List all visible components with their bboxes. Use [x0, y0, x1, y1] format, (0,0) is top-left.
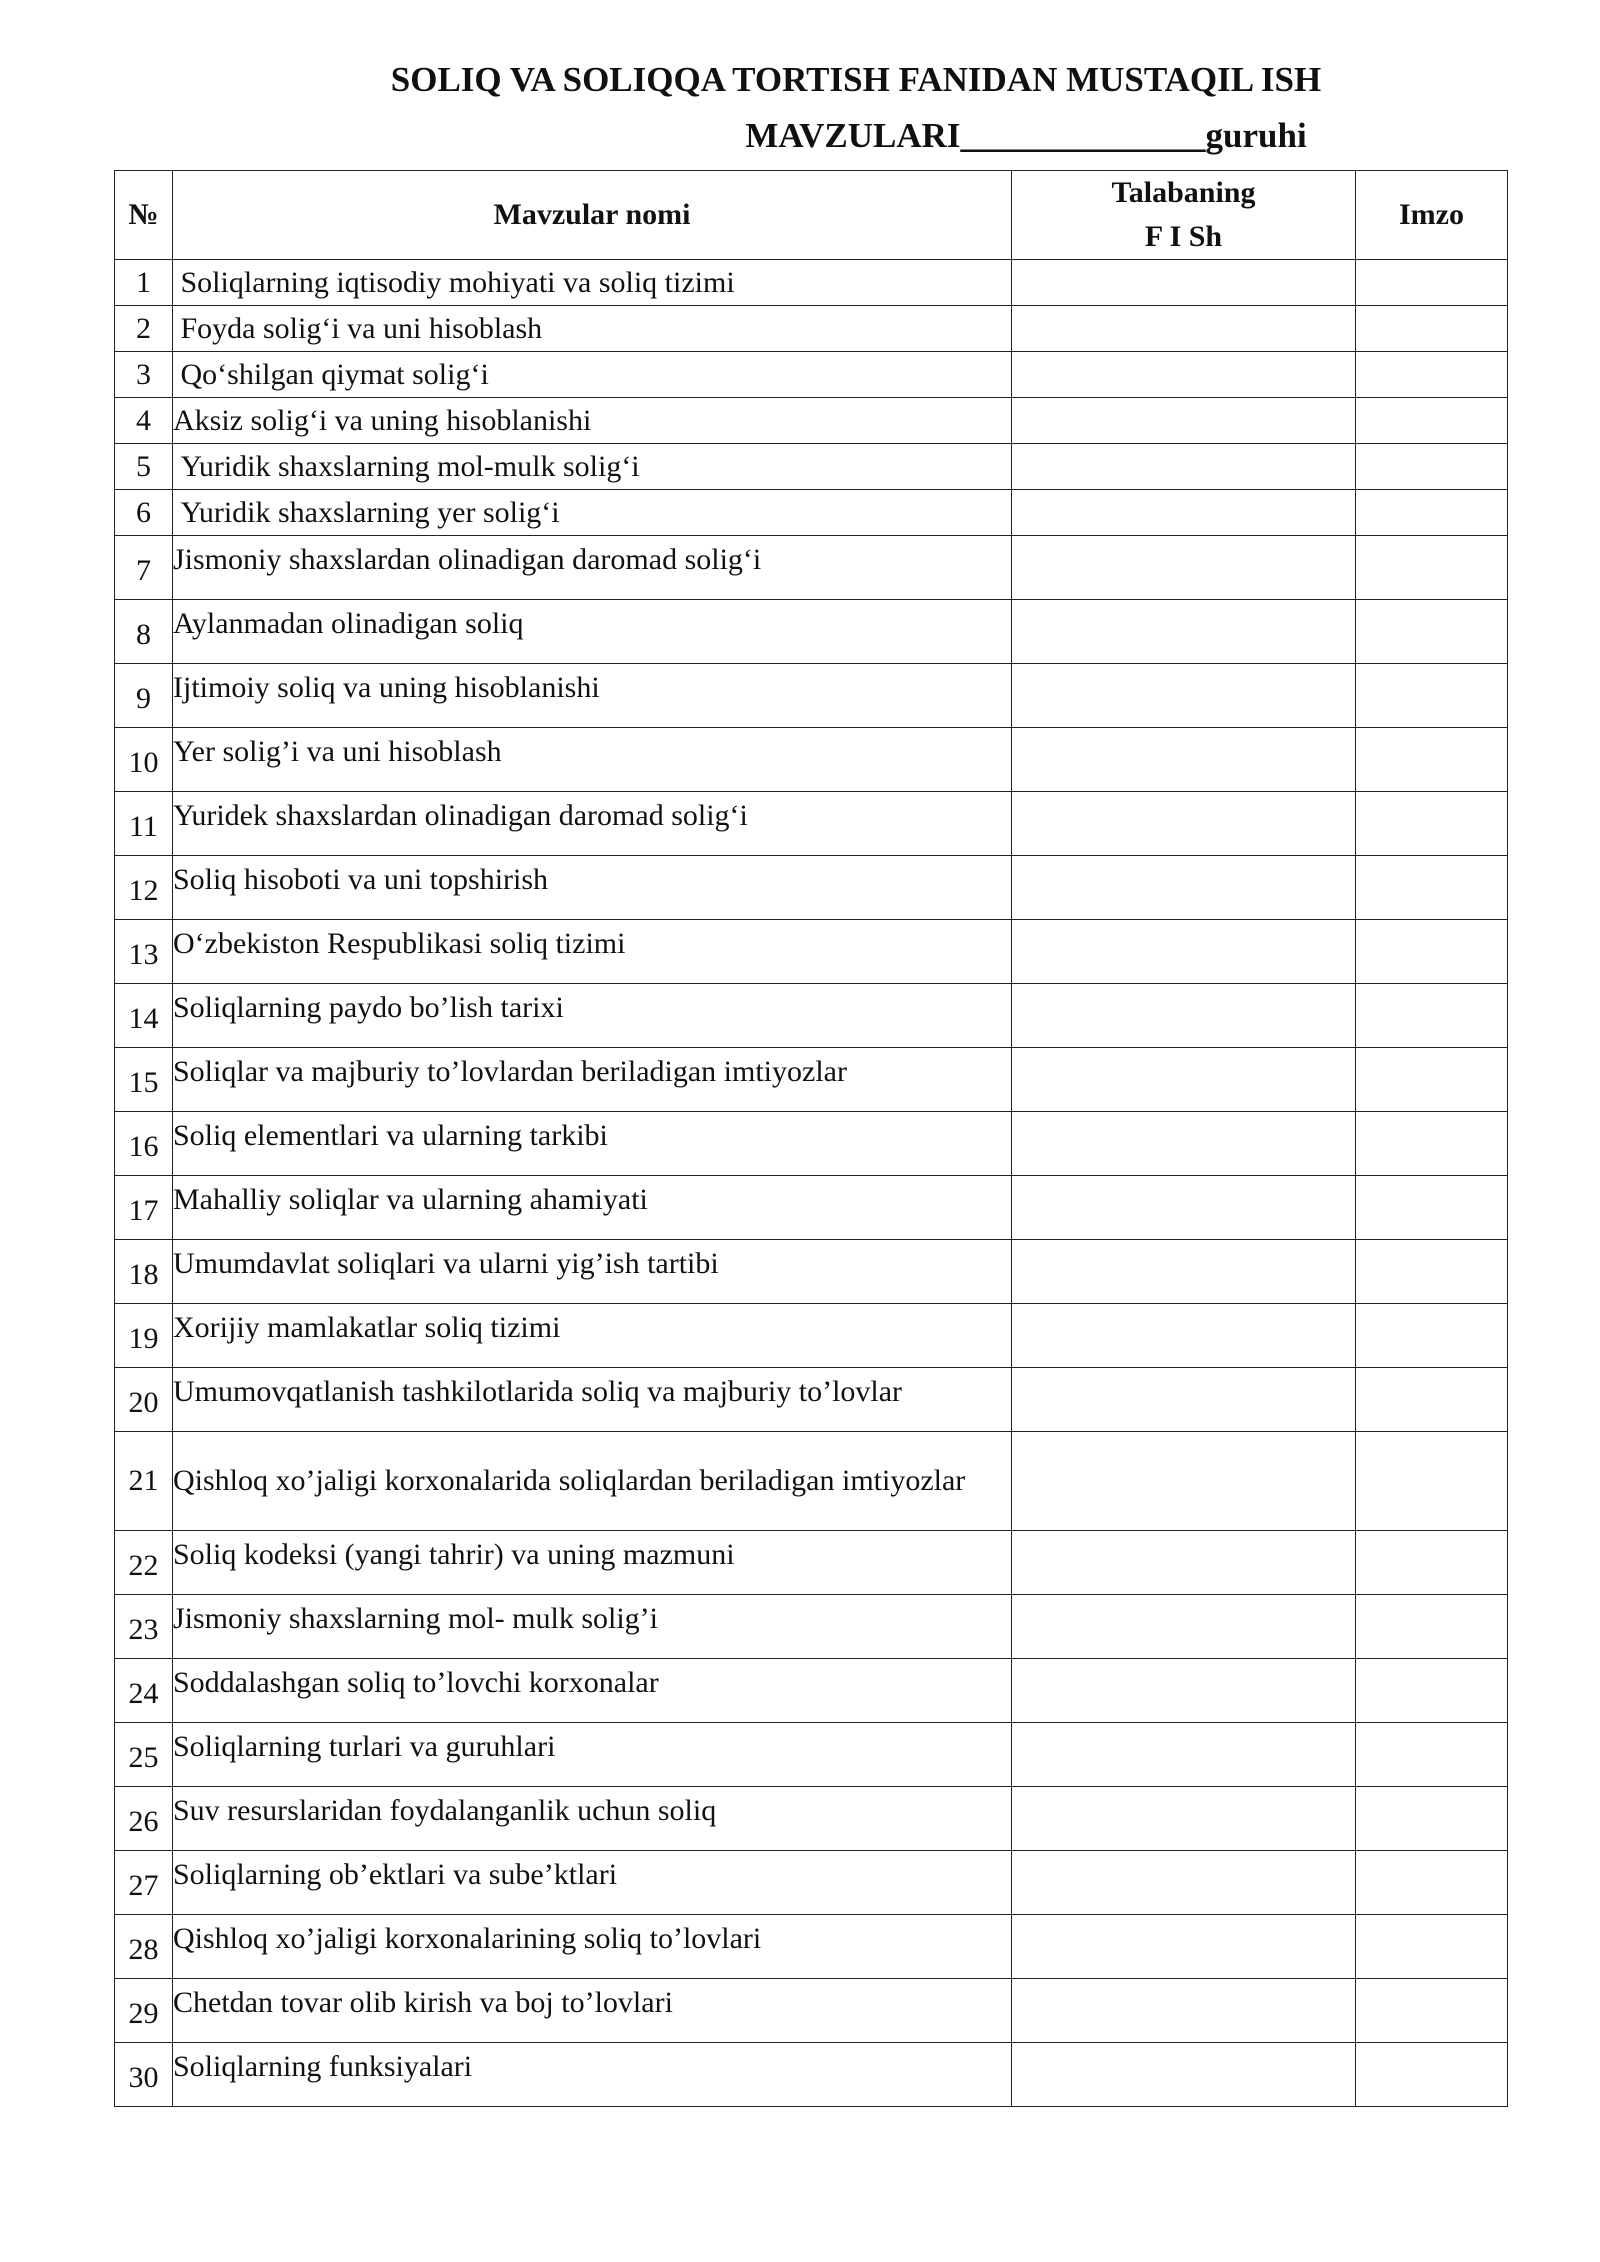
row-student-name-cell[interactable] — [1012, 398, 1356, 444]
row-student-name-cell[interactable] — [1012, 1368, 1356, 1432]
row-signature-cell[interactable] — [1356, 1304, 1508, 1368]
row-signature-cell[interactable] — [1356, 1048, 1508, 1112]
row-topic-name: Yer solig’i va uni hisoblash — [173, 728, 1012, 792]
table-row — [115, 1112, 1508, 1176]
table-row — [115, 1595, 1508, 1659]
row-student-name-cell[interactable] — [1012, 1432, 1356, 1531]
row-student-name-cell[interactable] — [1012, 1787, 1356, 1851]
row-number: 9 — [115, 664, 173, 728]
row-number: 14 — [115, 984, 173, 1048]
table-row — [115, 1432, 1508, 1531]
table-row — [115, 1979, 1508, 2043]
row-number: 18 — [115, 1240, 173, 1304]
table-row — [115, 1531, 1508, 1595]
row-number: 25 — [115, 1723, 173, 1787]
row-number: 5 — [115, 444, 173, 490]
table-row — [115, 600, 1508, 664]
topics-table-body — [115, 260, 1508, 2107]
row-student-name-cell[interactable] — [1012, 984, 1356, 1048]
row-topic-name: Ijtimoiy soliq va uning hisoblanishi — [173, 664, 1012, 728]
row-number: 10 — [115, 728, 173, 792]
row-number: 2 — [115, 306, 173, 352]
row-signature-cell[interactable] — [1356, 1176, 1508, 1240]
row-signature-cell[interactable] — [1356, 536, 1508, 600]
table-row — [115, 1787, 1508, 1851]
table-row — [115, 1368, 1508, 1432]
row-topic-name: Soliqlarning turlari va guruhlari — [173, 1723, 1012, 1787]
table-row — [115, 352, 1508, 398]
topics-table — [114, 170, 1508, 2107]
row-topic-name: Qishloq xo’jaligi korxonalarining soliq to’lovlari — [173, 1915, 1012, 1979]
row-number: 27 — [115, 1851, 173, 1915]
row-number: 28 — [115, 1915, 173, 1979]
row-topic-name: Aksiz solig‘i va uning hisoblanishi — [173, 398, 1012, 444]
row-topic-name: Soddalashgan soliq to’lovchi korxonalar — [173, 1659, 1012, 1723]
row-student-name-cell[interactable] — [1012, 1176, 1356, 1240]
table-row — [115, 260, 1508, 306]
table-row — [115, 1176, 1508, 1240]
row-signature-cell[interactable] — [1356, 1659, 1508, 1723]
table-row — [115, 1240, 1508, 1304]
row-number: 30 — [115, 2043, 173, 2107]
header-student-name — [1012, 171, 1356, 260]
row-student-name-cell[interactable] — [1012, 1979, 1356, 2043]
row-topic-name: Soliqlarning funksiyalari — [173, 2043, 1012, 2107]
row-number: 24 — [115, 1659, 173, 1723]
table-row — [115, 792, 1508, 856]
document-title-line-1: SOLIQ VA SOLIQQA TORTISH FANIDAN MUSTAQIL ISH — [390, 60, 1322, 99]
row-signature-cell[interactable] — [1356, 792, 1508, 856]
row-signature-cell[interactable] — [1356, 664, 1508, 728]
row-topic-name: Soliqlarning paydo bo’lish tarixi — [173, 984, 1012, 1048]
row-topic-name: Yuridek shaxslardan olinadigan daromad solig‘i — [173, 792, 1012, 856]
row-student-name-cell[interactable] — [1012, 2043, 1356, 2107]
row-signature-cell[interactable] — [1356, 1787, 1508, 1851]
table-row — [115, 1723, 1508, 1787]
row-student-name-cell[interactable] — [1012, 856, 1356, 920]
row-student-name-cell[interactable] — [1012, 536, 1356, 600]
row-student-name-cell[interactable] — [1012, 306, 1356, 352]
row-student-name-cell[interactable] — [1012, 490, 1356, 536]
row-topic-name: Xorijiy mamlakatlar soliq tizimi — [173, 1304, 1012, 1368]
row-topic-name: Suv resurslaridan foydalanganlik uchun soliq — [173, 1787, 1012, 1851]
row-student-name-cell[interactable] — [1012, 1048, 1356, 1112]
row-student-name-cell[interactable] — [1012, 1595, 1356, 1659]
table-row — [115, 1851, 1508, 1915]
row-number: 1 — [115, 260, 173, 306]
row-signature-cell[interactable] — [1356, 1851, 1508, 1915]
document-title-line-2: MAVZULARI______________guruhi — [745, 116, 1307, 155]
row-signature-cell[interactable] — [1356, 1432, 1508, 1531]
row-number: 11 — [115, 792, 173, 856]
table-row — [115, 306, 1508, 352]
header-topic-name: Mavzular nomi — [173, 171, 1012, 260]
row-topic-name: Soliq kodeksi (yangi tahrir) va uning mazmuni — [173, 1531, 1012, 1595]
row-number: 20 — [115, 1368, 173, 1432]
row-number: 22 — [115, 1531, 173, 1595]
row-signature-cell[interactable] — [1356, 600, 1508, 664]
row-topic-name: O‘zbekiston Respublikasi soliq tizimi — [173, 920, 1012, 984]
row-number: 21 — [115, 1432, 173, 1531]
row-signature-cell[interactable] — [1356, 2043, 1508, 2107]
header-number: № — [115, 171, 173, 260]
row-topic-name: Foyda solig‘i va uni hisoblash — [173, 306, 1012, 352]
row-number: 23 — [115, 1595, 173, 1659]
row-signature-cell[interactable] — [1356, 984, 1508, 1048]
row-topic-name: Soliqlarning ob’ektlari va sube’ktlari — [173, 1851, 1012, 1915]
table-row — [115, 1048, 1508, 1112]
row-signature-cell[interactable] — [1356, 490, 1508, 536]
table-row — [115, 1304, 1508, 1368]
table-row — [115, 490, 1508, 536]
row-signature-cell[interactable] — [1356, 1368, 1508, 1432]
table-row — [115, 398, 1508, 444]
table-row — [115, 536, 1508, 600]
row-topic-name: Yuridik shaxslarning yer solig‘i — [173, 490, 1012, 536]
row-student-name-cell[interactable] — [1012, 444, 1356, 490]
row-student-name-cell[interactable] — [1012, 728, 1356, 792]
row-signature-cell[interactable] — [1356, 1112, 1508, 1176]
row-topic-name: Jismoniy shaxslarning mol- mulk solig’i — [173, 1595, 1012, 1659]
table-row — [115, 984, 1508, 1048]
row-topic-name: Yuridik shaxslarning mol-mulk solig‘i — [173, 444, 1012, 490]
row-student-name-cell[interactable] — [1012, 664, 1356, 728]
row-number: 3 — [115, 352, 173, 398]
header-student-name-line-2: F I Sh — [1144, 220, 1223, 253]
row-signature-cell[interactable] — [1356, 1723, 1508, 1787]
row-signature-cell[interactable] — [1356, 1531, 1508, 1595]
row-signature-cell[interactable] — [1356, 1915, 1508, 1979]
row-number: 29 — [115, 1979, 173, 2043]
table-header-row — [115, 171, 1508, 260]
row-number: 6 — [115, 490, 173, 536]
table-row — [115, 1915, 1508, 1979]
row-signature-cell[interactable] — [1356, 1979, 1508, 2043]
row-student-name-cell[interactable] — [1012, 600, 1356, 664]
row-number: 15 — [115, 1048, 173, 1112]
row-student-name-cell[interactable] — [1012, 920, 1356, 984]
header-student-name-line-1: Talabaning — [1111, 176, 1256, 209]
table-row — [115, 444, 1508, 490]
row-signature-cell[interactable] — [1356, 920, 1508, 984]
row-signature-cell[interactable] — [1356, 1595, 1508, 1659]
row-number: 19 — [115, 1304, 173, 1368]
row-signature-cell[interactable] — [1356, 728, 1508, 792]
row-student-name-cell[interactable] — [1012, 792, 1356, 856]
row-signature-cell[interactable] — [1356, 306, 1508, 352]
table-row — [115, 728, 1508, 792]
table-row — [115, 2043, 1508, 2107]
table-row — [115, 856, 1508, 920]
row-topic-name: Jismoniy shaxslardan olinadigan daromad solig‘i — [173, 536, 1012, 600]
row-student-name-cell[interactable] — [1012, 1531, 1356, 1595]
row-student-name-cell[interactable] — [1012, 1723, 1356, 1787]
row-number: 13 — [115, 920, 173, 984]
row-student-name-cell[interactable] — [1012, 1915, 1356, 1979]
table-row — [115, 664, 1508, 728]
row-number: 4 — [115, 398, 173, 444]
row-topic-name: Chetdan tovar olib kirish va boj to’lovlari — [173, 1979, 1012, 2043]
row-topic-name: Umumdavlat soliqlari va ularni yig’ish tartibi — [173, 1240, 1012, 1304]
row-number: 8 — [115, 600, 173, 664]
row-signature-cell[interactable] — [1356, 1240, 1508, 1304]
row-number: 16 — [115, 1112, 173, 1176]
row-signature-cell[interactable] — [1356, 352, 1508, 398]
row-signature-cell[interactable] — [1356, 856, 1508, 920]
row-number: 17 — [115, 1176, 173, 1240]
row-student-name-cell[interactable] — [1012, 1659, 1356, 1723]
row-number: 26 — [115, 1787, 173, 1851]
row-student-name-cell[interactable] — [1012, 260, 1356, 306]
row-number: 7 — [115, 536, 173, 600]
row-number: 12 — [115, 856, 173, 920]
row-student-name-cell[interactable] — [1012, 1304, 1356, 1368]
row-signature-cell[interactable] — [1356, 444, 1508, 490]
header-signature: Imzo — [1356, 171, 1508, 260]
row-student-name-cell[interactable] — [1012, 1112, 1356, 1176]
row-topic-name: Mahalliy soliqlar va ularning ahamiyati — [173, 1176, 1012, 1240]
row-student-name-cell[interactable] — [1012, 1851, 1356, 1915]
row-signature-cell[interactable] — [1356, 260, 1508, 306]
row-topic-name: Aylanmadan olinadigan soliq — [173, 600, 1012, 664]
row-student-name-cell[interactable] — [1012, 352, 1356, 398]
row-topic-name: Qo‘shilgan qiymat solig‘i — [173, 352, 1012, 398]
table-row — [115, 1659, 1508, 1723]
table-row — [115, 920, 1508, 984]
row-topic-name: Soliqlar va majburiy to’lovlardan beriladigan imtiyozlar — [173, 1048, 1012, 1112]
row-topic-name: Soliqlarning iqtisodiy mohiyati va soliq tizimi — [173, 260, 1012, 306]
row-student-name-cell[interactable] — [1012, 1240, 1356, 1304]
row-topic-name: Soliq hisoboti va uni topshirish — [173, 856, 1012, 920]
row-signature-cell[interactable] — [1356, 398, 1508, 444]
row-topic-name: Soliq elementlari va ularning tarkibi — [173, 1112, 1012, 1176]
row-topic-name: Umumovqatlanish tashkilotlarida soliq va majburiy to’lovlar — [173, 1368, 1012, 1432]
row-topic-name: Qishloq xo’jaligi korxonalarida soliqlardan beriladigan imtiyozlar — [173, 1432, 1012, 1531]
